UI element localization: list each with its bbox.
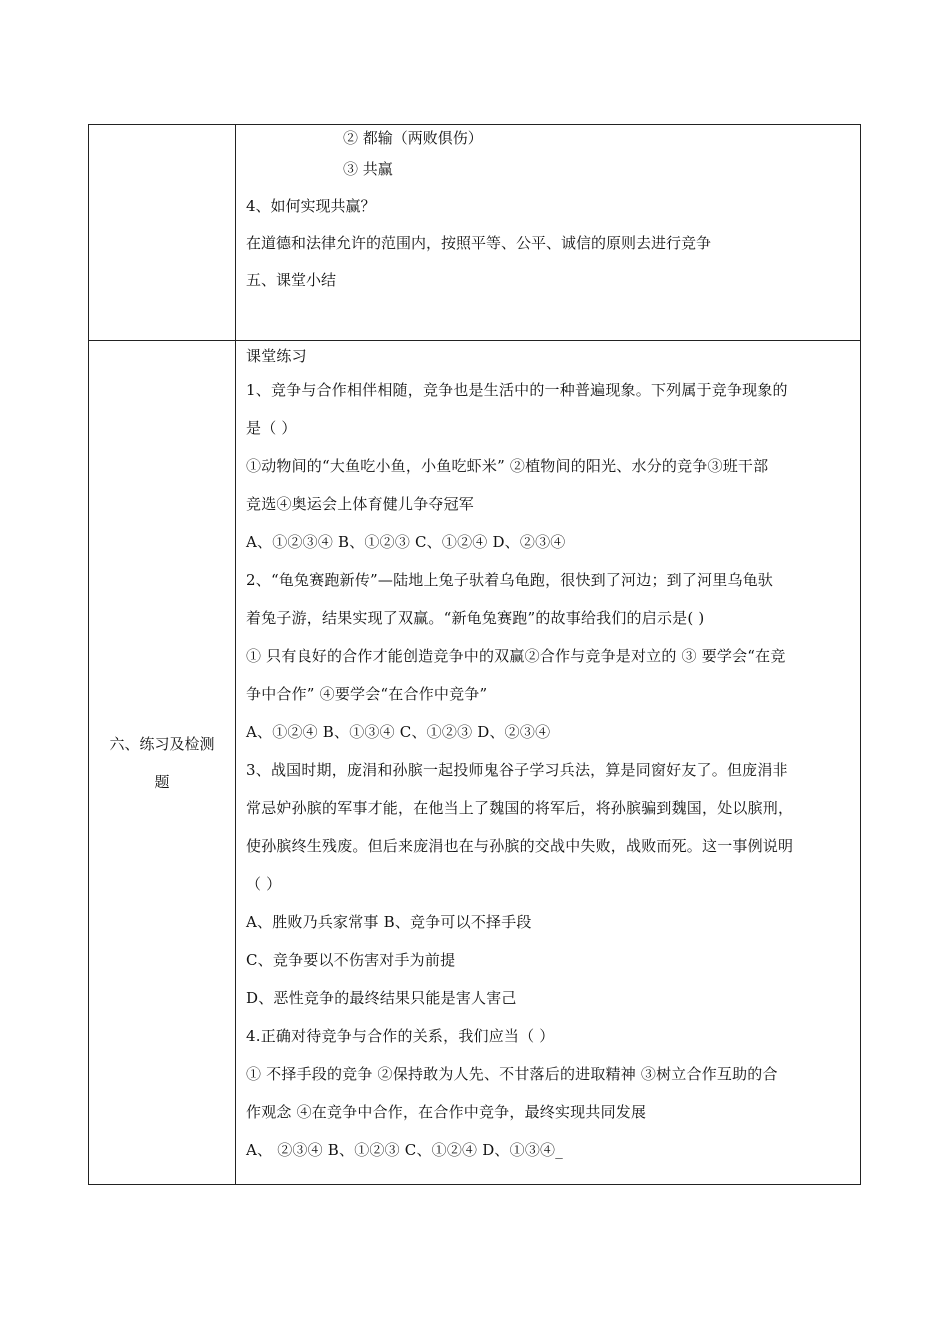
- row-header-empty: [89, 125, 236, 341]
- text-line: （ ）: [246, 875, 282, 893]
- row-header-exercises: [89, 341, 236, 1185]
- text-line: A、 ②③④ B、①②③ C、①②④ D、①③④_: [246, 1141, 563, 1159]
- exercises-content: [236, 341, 860, 1169]
- text-line: 在道德和法律允许的范围内，按照平等、公平、诚信的原则去进行竞争: [246, 234, 712, 252]
- text-line: A、胜败乃兵家常事 B、竞争可以不择手段: [246, 913, 532, 931]
- text-line: ①动物间的“大鱼吃小鱼，小鱼吃虾米” ②植物间的阳光、水分的竞争③班干部: [246, 457, 769, 475]
- text-line: ① 只有良好的合作才能创造竞争中的双赢②合作与竞争是对立的 ③ 要学会“在竞: [246, 647, 786, 665]
- text-line: 争中合作” ④要学会“在合作中竞争”: [246, 685, 488, 703]
- text-line: 着兔子游，结果实现了双赢。“新龟兔赛跑”的故事给我们的启示是( ): [246, 609, 705, 627]
- text-line: 是（ ）: [246, 419, 297, 437]
- text-line: 竞选④奥运会上体育健儿争夺冠军: [246, 495, 475, 513]
- summary-content: [236, 125, 860, 299]
- table-row-summary: [89, 125, 861, 341]
- text-line: A、①②③④ B、①②③ C、①②④ D、②③④: [246, 533, 566, 551]
- text-line: 课堂练习: [246, 347, 307, 365]
- text-line: ① 不择手段的竞争 ②保持敢为人先、不甘落后的进取精神 ③树立合作互助的合: [246, 1065, 778, 1083]
- text-line: A、①②④ B、①③④ C、①②③ D、②③④: [246, 723, 551, 741]
- text-line: ③ 共赢: [343, 160, 393, 178]
- row-content-summary: [236, 125, 861, 341]
- text-line: 常忌妒孙膑的军事才能，在他当上了魏国的将军后，将孙膑骗到魏国，处以膑刑，: [246, 799, 794, 817]
- text-line: 使孙膑终生残废。但后来庞涓也在与孙膑的交战中失败，战败而死。这一事例说明: [246, 837, 794, 855]
- text-line: C、竞争要以不伤害对手为前提: [246, 951, 456, 969]
- text-line: 1、竞争与合作相伴相随，竞争也是生活中的一种普遍现象。下列属于竞争现象的: [246, 381, 788, 399]
- text-line: 3、战国时期，庞涓和孙膑一起投师鬼谷子学习兵法，算是同窗好友了。但庞涓非: [246, 761, 788, 779]
- text-line: 4、如何实现共赢？: [246, 197, 376, 215]
- text-line: 作观念 ④在竞争中合作，在合作中竞争，最终实现共同发展: [246, 1103, 647, 1121]
- row-content-exercises: [236, 341, 861, 1185]
- text-line: 4.正确对待竞争与合作的关系，我们应当（ ）: [246, 1027, 555, 1045]
- text-line: 2、“龟兔赛跑新传”—陆地上兔子驮着乌龟跑，很快到了河边；到了河里乌龟驮: [246, 571, 774, 589]
- table-row-exercises: [89, 341, 861, 1185]
- text-line: 五、课堂小结: [246, 271, 337, 289]
- row-header-label: [89, 725, 235, 801]
- row-header-label-line1: 六、练习及检测: [109, 734, 215, 753]
- lesson-plan-table: [88, 124, 861, 1185]
- text-line: ② 都输（两败俱伤）: [343, 129, 483, 147]
- row-header-label-line2: 题: [154, 772, 170, 791]
- text-line: D、恶性竞争的最终结果只能是害人害己: [246, 989, 517, 1007]
